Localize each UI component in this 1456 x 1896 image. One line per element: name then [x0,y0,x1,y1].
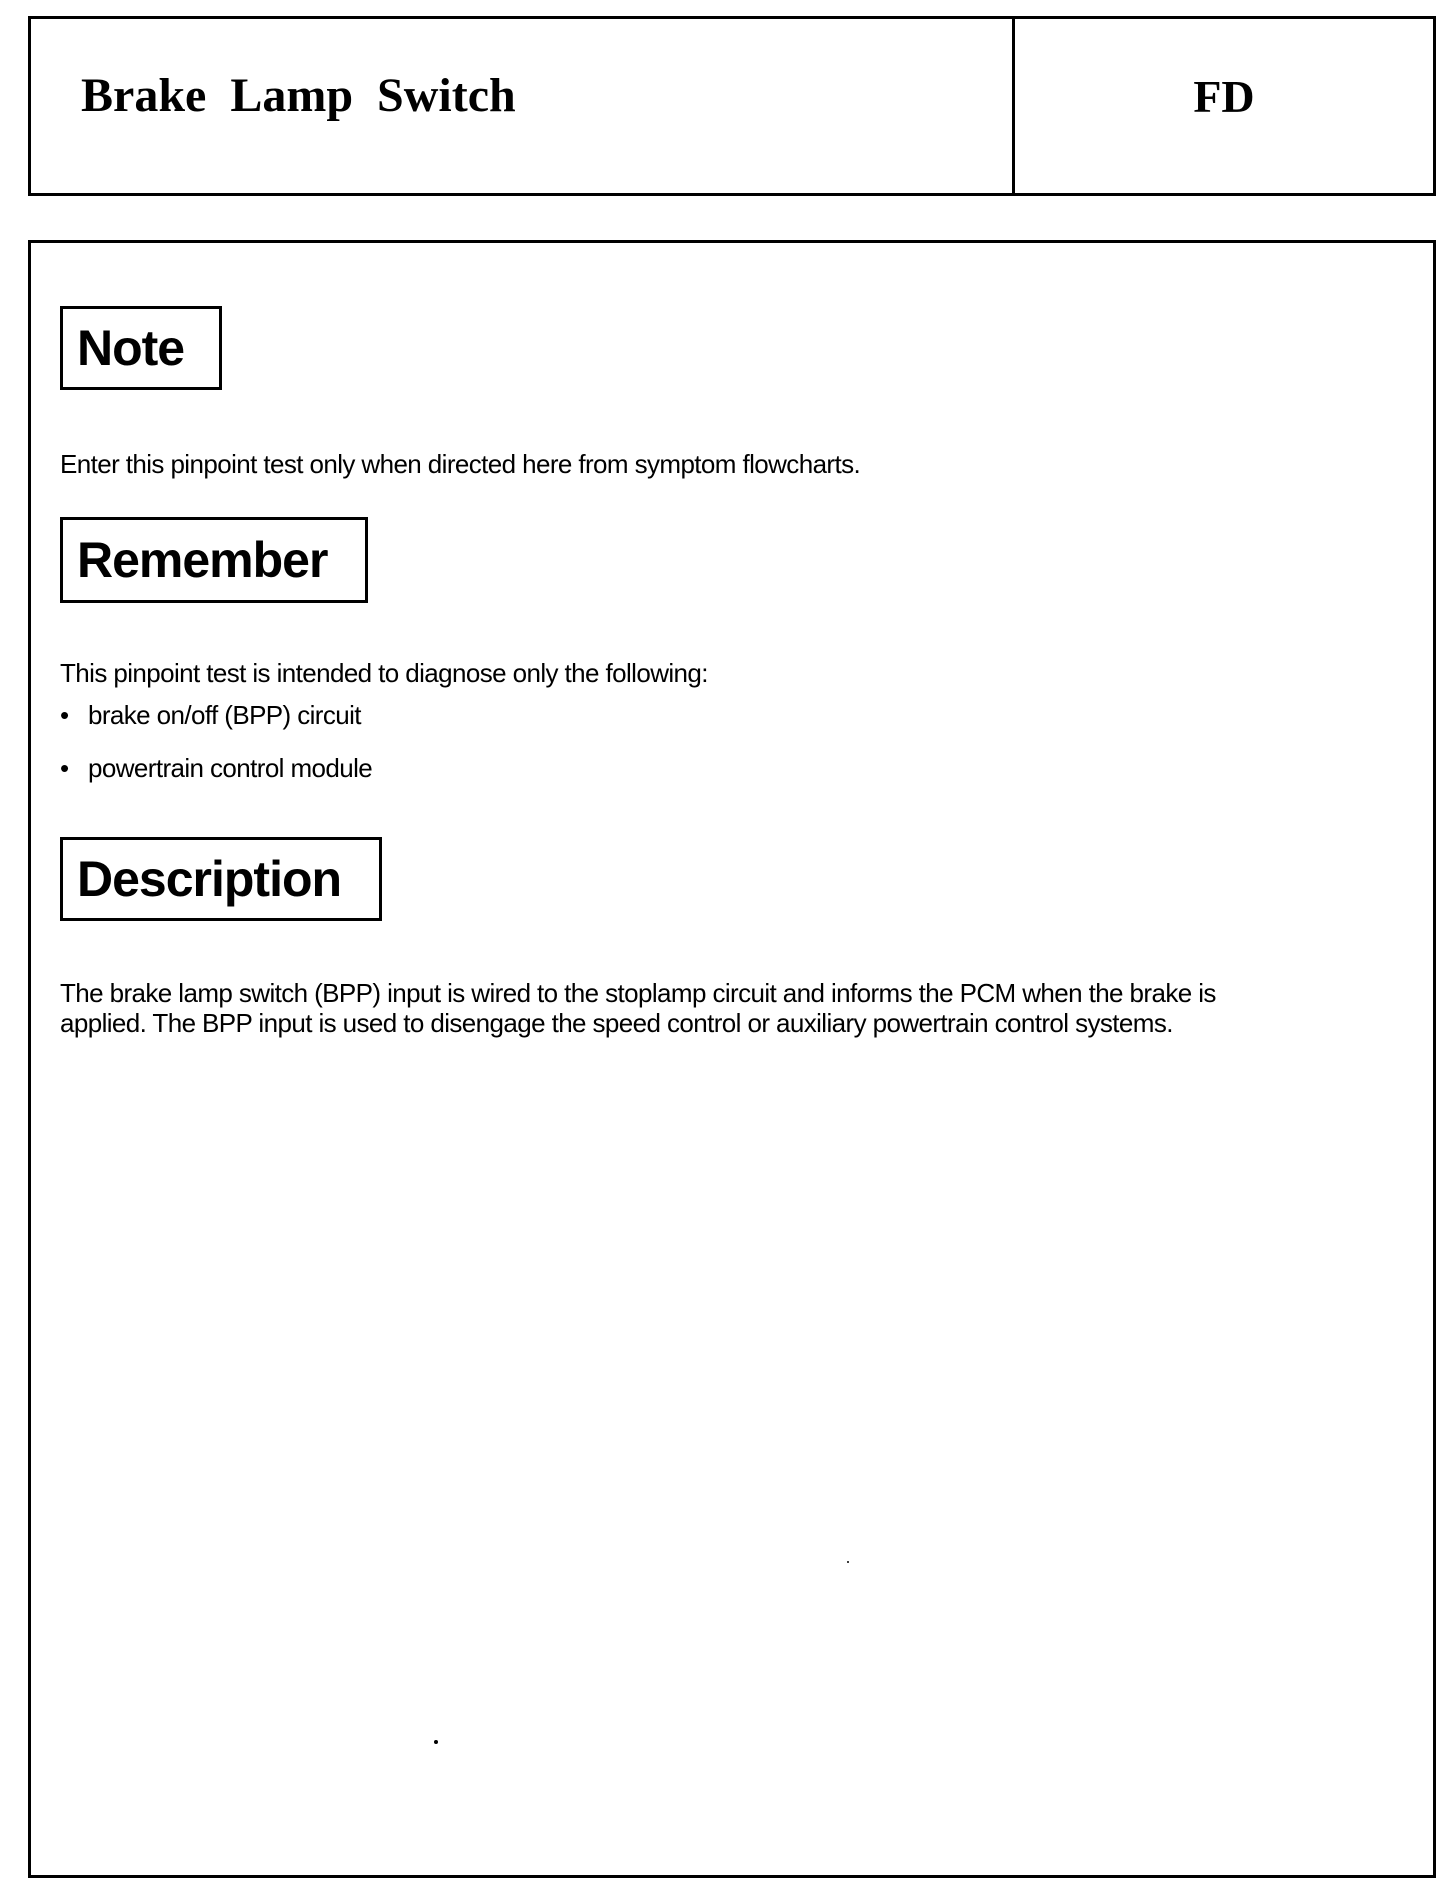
header-code-cell [1015,19,1433,193]
header-title-cell [31,19,1015,193]
page-header [28,16,1436,196]
description-line-1: The brake lamp switch (BPP) input is wired to the stoplamp circuit and informs the PCM when the brake is [60,978,1216,1008]
content-frame [28,240,1436,1878]
scan-speck [847,1561,849,1563]
note-text: Enter this pinpoint test only when directed here from symptom flowcharts. [60,449,861,479]
bullet-icon: • [60,753,69,783]
remember-heading: Remember [60,517,368,603]
section-code: FD [1193,70,1255,122]
list-item-text: brake on/off (BPP) circuit [88,700,361,730]
list-item [60,753,372,806]
diagnosis-list [60,700,372,806]
description-line-2: applied. The BPP input is used to disengage the speed control or auxiliary powertrain control systems. [60,1008,1173,1038]
remember-intro: This pinpoint test is intended to diagnose only the following: [60,658,708,688]
list-item [60,700,372,753]
scan-speck [434,1740,438,1744]
note-heading: Note [60,306,222,390]
description-heading: Description [60,837,382,921]
bullet-icon: • [60,700,69,730]
list-item-text: powertrain control module [88,753,373,783]
page-title: Brake Lamp Switch [81,68,516,122]
